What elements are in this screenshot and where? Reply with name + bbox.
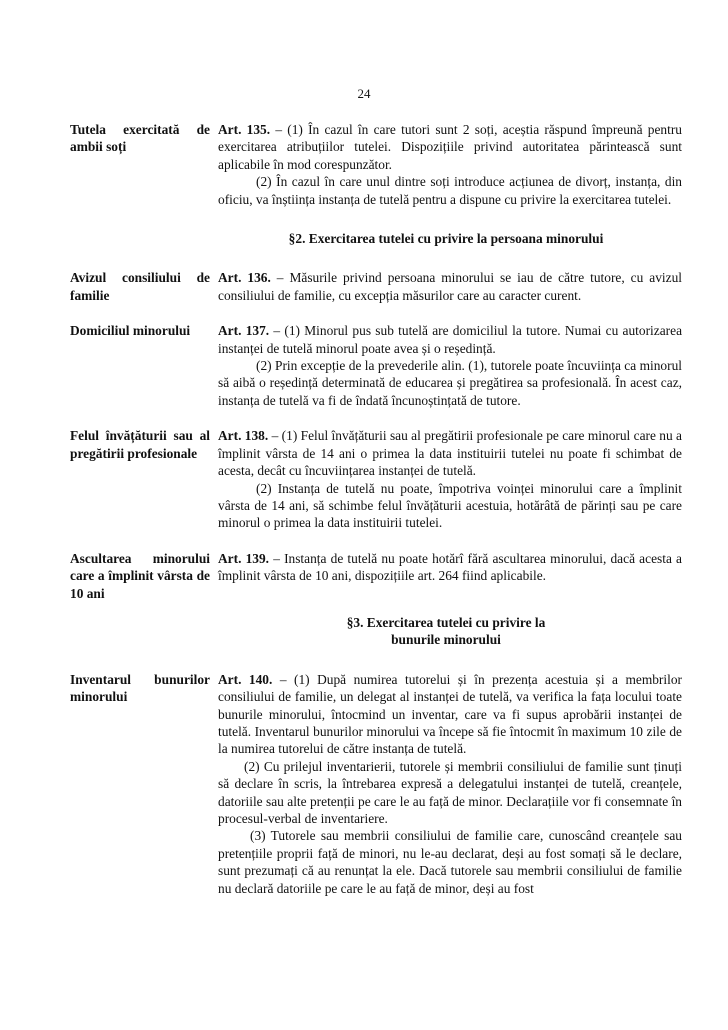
article-body-136 <box>218 269 682 304</box>
article-number: Art. 139. <box>218 550 270 566</box>
paragraph-2: (2) Prin excepție de la prevederile alin. (1), tutorele poate încuviința ca minorul să aibă o reședință determinată de educarea și pregătirea sa profesională. În acest caz, instanța de tutelă va fi de îndată încunoștințată de tutore. <box>218 358 682 408</box>
section-heading-3-line-1: §3. Exercitarea tutelei cu privire la <box>346 614 546 630</box>
paragraph-1: – (1) Felul învățăturii sau al pregătirii profesionale pe care minorul care nu a împlinit vârsta de 14 ani o primea la data instituirii tutelei nu poate fi schimbat de acesta, decât cu încuviințarea instanței de tutelă. <box>218 428 683 479</box>
article-136 <box>70 269 682 304</box>
paragraph-1: – (1) În cazul în care tutori sunt 2 soți, aceștia răspund împreună pentru exercitarea atribuțiilor tutelei. Dispozițiile privind autoritatea părintească sunt aplicabile în mod corespunzător. <box>218 122 683 172</box>
article-number: Art. 137. <box>218 323 270 339</box>
paragraph-1: – Măsurile privind persoana minorului se iau de către tutore, cu avizul consiliului de familie, cu excepția măsurilor care au caracter curent. <box>218 270 682 303</box>
article-139 <box>70 550 682 602</box>
section-heading-3-line-2: bunurile minorului <box>391 632 501 648</box>
margin-title-137: Domiciliul minorului <box>70 323 191 339</box>
article-137 <box>70 322 682 409</box>
article-number: Art. 138. <box>218 428 269 444</box>
article-body-139 <box>218 550 682 602</box>
article-body-140 <box>218 671 682 897</box>
article-number: Art. 140. <box>218 671 273 687</box>
page-number: 24 <box>357 86 371 101</box>
paragraph-2: (2) Cu prilejul inventarierii, tutorele și membrii consiliului de familie sunt ținuți să declare în scris, la întrebarea expresă a delegatului instanței de tutelă, creanțele, datoriile sau alte pretenții pe care le au față de minor. Declarațiile vor fi consemnate în procesul-verbal de inventariere. <box>218 758 682 826</box>
article-body-137 <box>218 322 682 409</box>
article-body-138 <box>218 427 682 531</box>
article-135 <box>70 121 682 208</box>
paragraph-2: (2) Instanța de tutelă nu poate, împotriva voinței minorului care a împlinit vârsta de 14 ani, să schimbe felul învățăturii acestuia, hotărâtă de părinți sau pe care minorul o primea la data instituirii tutelei. <box>218 480 682 531</box>
section-heading-2: §2. Exercitarea tutelei cu privire la persoana minorului <box>288 231 604 247</box>
paragraph-1: – Instanța de tutelă nu poate hotărî fără ascultarea minorului, dacă acesta a împlinit vârsta de 10 ani, dispozițiile art. 264 fiind aplicabile. <box>218 550 682 584</box>
article-number: Art. 136. <box>218 270 271 286</box>
document-body <box>70 121 682 921</box>
article-body-135 <box>218 121 682 208</box>
paragraph-1: – (1) Minorul pus sub tutelă are domiciliul la tutore. Numai cu autorizarea instanței de tutelă minorul poate avea și o reședință. <box>218 323 683 356</box>
section-heading-3 <box>214 614 678 649</box>
margin-title-135: Tutela exercitată de ambii soți <box>70 122 210 155</box>
margin-title-136: Avizul consiliului de familie <box>70 270 210 303</box>
margin-title-140: Inventarul bunurilor minorului <box>70 671 210 705</box>
paragraph-1: – (1) După numirea tutorelui și în prezența acestuia și a membrilor consiliului de familie, un delegat al instanței de tutelă, va verifica la fața locului toate bunurile minorului, întocmind un inventar, care va fi supus aprobării instanței de tutelă. Inventarul bunurilor minorului va începe să fie întocmit în maximum 10 zile de la numirea tutorelui de către instanța de tutelă. <box>218 671 682 757</box>
paragraph-2: (2) În cazul în care unul dintre soți introduce acțiunea de divorț, instanța, din oficiu, va înștiința instanța de tutelă pentru a dispune cu privire la exercitarea tutelei. <box>218 174 682 207</box>
article-number: Art. 135. <box>218 122 271 137</box>
margin-title-139: Ascultarea minorului care a împlinit vârsta de 10 ani <box>70 550 210 601</box>
paragraph-3: (3) Tutorele sau membrii consiliului de familie care, cunoscând creanțele sau pretențiile proprii față de minori, nu le-au declarat, deși au fost somați să le declare, sunt prezumați că au renunțat la ele. Dacă tutorele sau membrii consiliului de familie nu declară datoriile pe care le au față de minor, deși au fost <box>218 828 682 896</box>
article-138 <box>70 427 682 531</box>
margin-title-138: Felul învățăturii sau al pregătirii profesionale <box>70 428 210 461</box>
article-140 <box>70 671 682 897</box>
